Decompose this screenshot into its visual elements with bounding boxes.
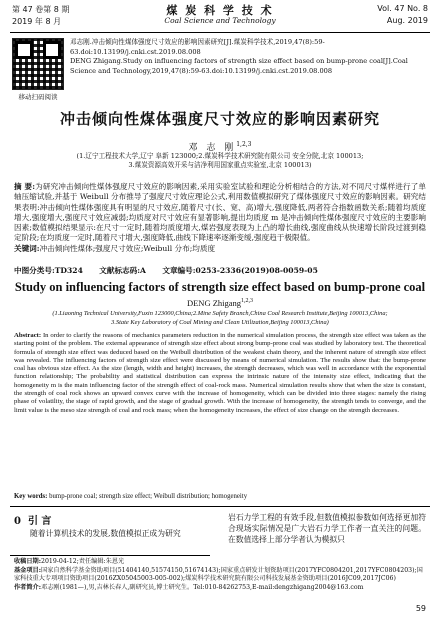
section-title: 引 言	[27, 516, 52, 527]
abstract-rule	[10, 506, 430, 507]
abstract-cn-text: 为研究冲击倾向性煤体强度尺寸效应的影响因素,采用实验室试验和理论分析相结合的方法,对不同尺寸煤样进行了单轴压缩试验,并基于 Weibull 分布推导了强度尺寸效应理论公式,利用数值模拟研究了煤体强度尺寸效应的影响因素。研究结果表明:冲击倾向性煤体强度具有明显的尺寸效应,随着尺寸(长、宽、高)增大,强度降低,两者符合指数函数关系;随着均质度增大,强度增大,强度尺寸效应减弱;均质度对尺寸效应有显著影响,提出均质度 m 是冲击倾向性煤体强度尺寸效应的主要影响因素;数值模拟结果显示:在尺寸一定时,随着均质度增大,煤岩强度表现为上凸的增长曲线,强度曲线从快速增长阶段过渡到稳定阶段;在均质度一定时,随着尺寸增大,强度降低,曲线下降速率逐渐变缓,强度趋于极限值。	[14, 182, 426, 243]
qr-caption: 移动扫码阅读	[18, 93, 58, 101]
paper-title-en: Study on influencing factors of strength size effect based on bump-prone coal	[14, 280, 426, 294]
abstract-en	[14, 332, 426, 415]
paper-title-cn: 冲击倾向性煤体强度尺寸效应的影响因素研究	[59, 110, 380, 128]
volume-issue-en: Vol. 47 No. 8	[377, 4, 428, 13]
citation-cn: 邓志刚.冲击倾向性煤体强度尺寸效应的影响因素研究[J].煤炭科学技术,2019,47(8):59-63.doi:10.13199/j.cnki.cst.2019.08.008	[70, 38, 325, 56]
abstract-cn-label: 摘 要:	[14, 182, 36, 191]
affiliation-en-line: (1.Liaoning Technical University,Fuxin 123000,China;2.Mine Safety Branch,China Coal Research Institute,Beijing 100013,China;	[52, 310, 388, 317]
citation-block	[70, 38, 430, 76]
qr-code-icon[interactable]	[12, 38, 64, 90]
author-bio-label: 作者简介:	[14, 583, 42, 591]
keywords-en-text: bump-prone coal; strength size effect; Weibull distribution; homogeneity	[49, 493, 248, 500]
body-text-right: 岩石力学工程的有效手段,但数值模拟参数如何选择更加符合现场实际情况是广大岩石力学工作者一直关注的问题。在数值选择上部分学者认为模拟只	[228, 513, 426, 544]
affiliation-en	[20, 310, 420, 327]
fund-text: 国家自然科学基金资助项目(51404140,51574150,51674143);国家重点研发计划资助项目(2017YFC0804201,2017YFC0804203);国家科技重大专项项目资助项目(2016ZX05045003-005-002);煤炭科学技术研究院有限公司科技发展基金资助项目(2016JC09,2017JC06)	[14, 566, 423, 583]
author-affil-sup: 1,2,3	[236, 141, 252, 148]
article-number: 文章编号:0253-2336(2019)08-0059-05	[162, 266, 318, 275]
header-rule	[10, 32, 430, 33]
section-number: 0	[14, 516, 21, 527]
received-date: 2019-04-12;责任编辑:朱恩光	[41, 558, 125, 565]
author-name-en: DENG Zhigang	[186, 298, 242, 308]
author-bio: 邓志刚(1981—),男,吉林长春人,副研究员,博士研究生。Tel:010-84262753,E-mail:dengzhigang2004@163.com	[41, 583, 364, 591]
running-header	[0, 0, 440, 32]
abstract-cn	[14, 182, 426, 254]
abstract-en-label: Abstract:	[14, 332, 42, 339]
affiliation-cn	[30, 152, 410, 170]
keywords-en	[14, 493, 426, 500]
author-en	[0, 298, 440, 308]
affiliation-en-line: 3.State Key Laboratory of Coal Mining and Clean Utilization,Beijing 100013,China)	[111, 318, 329, 326]
clc-number: 中图分类号:TD324	[14, 266, 83, 275]
author-name-cn: 邓 志 刚	[188, 143, 237, 153]
section-heading	[14, 512, 51, 527]
fund-label: 基金项目:	[14, 566, 42, 574]
footnote-block	[14, 558, 426, 592]
affiliation-cn-line: (1.辽宁工程技术大学,辽宁 阜新 123000;2.煤炭科学技术研究院有限公司 安全分院,北京 100013;	[76, 152, 364, 160]
journal-name-en: Coal Science and Technology	[164, 16, 276, 25]
date-cn: 2019 年 8 月	[12, 17, 62, 26]
abstract-en-text: In order to clarify the reasons of mechanics parameters reduction in the numerical simulation process, the strength size effect was taken as the starting point of the problem. The external appearance of strength size effect about strong bump-prone coal was studied by laboratory test. The theoretical formula of strength size effect was deduced based on the Weibull distribution of the weakest chain theory, and the inherent nature of strength size effect was revealed. The influencing factors of strength size effect were discussed by means of numerical simulation. The results show that: the bump-prone coal has obvious size effect. As the size (length, width and height) increases, the strength decreases, which was well in accordance with the exponential function relationship; The probability and statistical distribution can express the intrinsic nature of the intensity size effect, indicating that the homogeneity m is the main influencing factor of the strength effect of coal-rock mass. Numerical simulation results show that when the size is constant, the strength of coal rock shows an upward convex curve with the increase of homogeneity, which can be divided into three stages: namely the rising phase of volatility, the stage of rapid growth, and the stage of gradual growth. With the increase of homogeneity, the strength tends to converge, and the limit value is the meso size strength of coal and rock mass; when the homogeneity increases, the effect of size change on the strength decreases.	[14, 332, 426, 414]
body-text-left: 随着计算机技术的发展,数值模拟正成为研究	[30, 529, 181, 538]
journal-name-cn: 煤 炭 科 学 技 术	[166, 4, 274, 17]
keywords-en-label: Key words:	[14, 493, 48, 500]
author-en-sup: 1,2,3	[241, 298, 254, 305]
affiliation-cn-line: 3.煤炭资源高效开采与洁净利用国家重点实验室,北京 100013)	[128, 161, 312, 169]
volume-issue-cn: 第 47 卷第 8 期	[12, 5, 70, 14]
footnote-rule	[10, 555, 210, 556]
received-label: 收稿日期:	[14, 558, 42, 565]
document-code: 文献标志码:A	[99, 266, 146, 275]
page-number: 59	[415, 604, 426, 613]
keywords-cn-text: 冲击倾向性煤体;强度尺寸效应;Weibull 分布;均质度	[39, 243, 216, 253]
citation-en: DENG Zhigang.Study on influencing factors of strength size effect based on bump-prone coal[J].Coal Science and Technology,2019,47(8):59-63.doi:10.13199/j.cnki.cst.2019.08.008	[70, 57, 408, 75]
date-en: Aug. 2019	[386, 16, 428, 25]
classification-meta	[14, 265, 426, 276]
keywords-cn-label: 关键词:	[14, 243, 40, 253]
